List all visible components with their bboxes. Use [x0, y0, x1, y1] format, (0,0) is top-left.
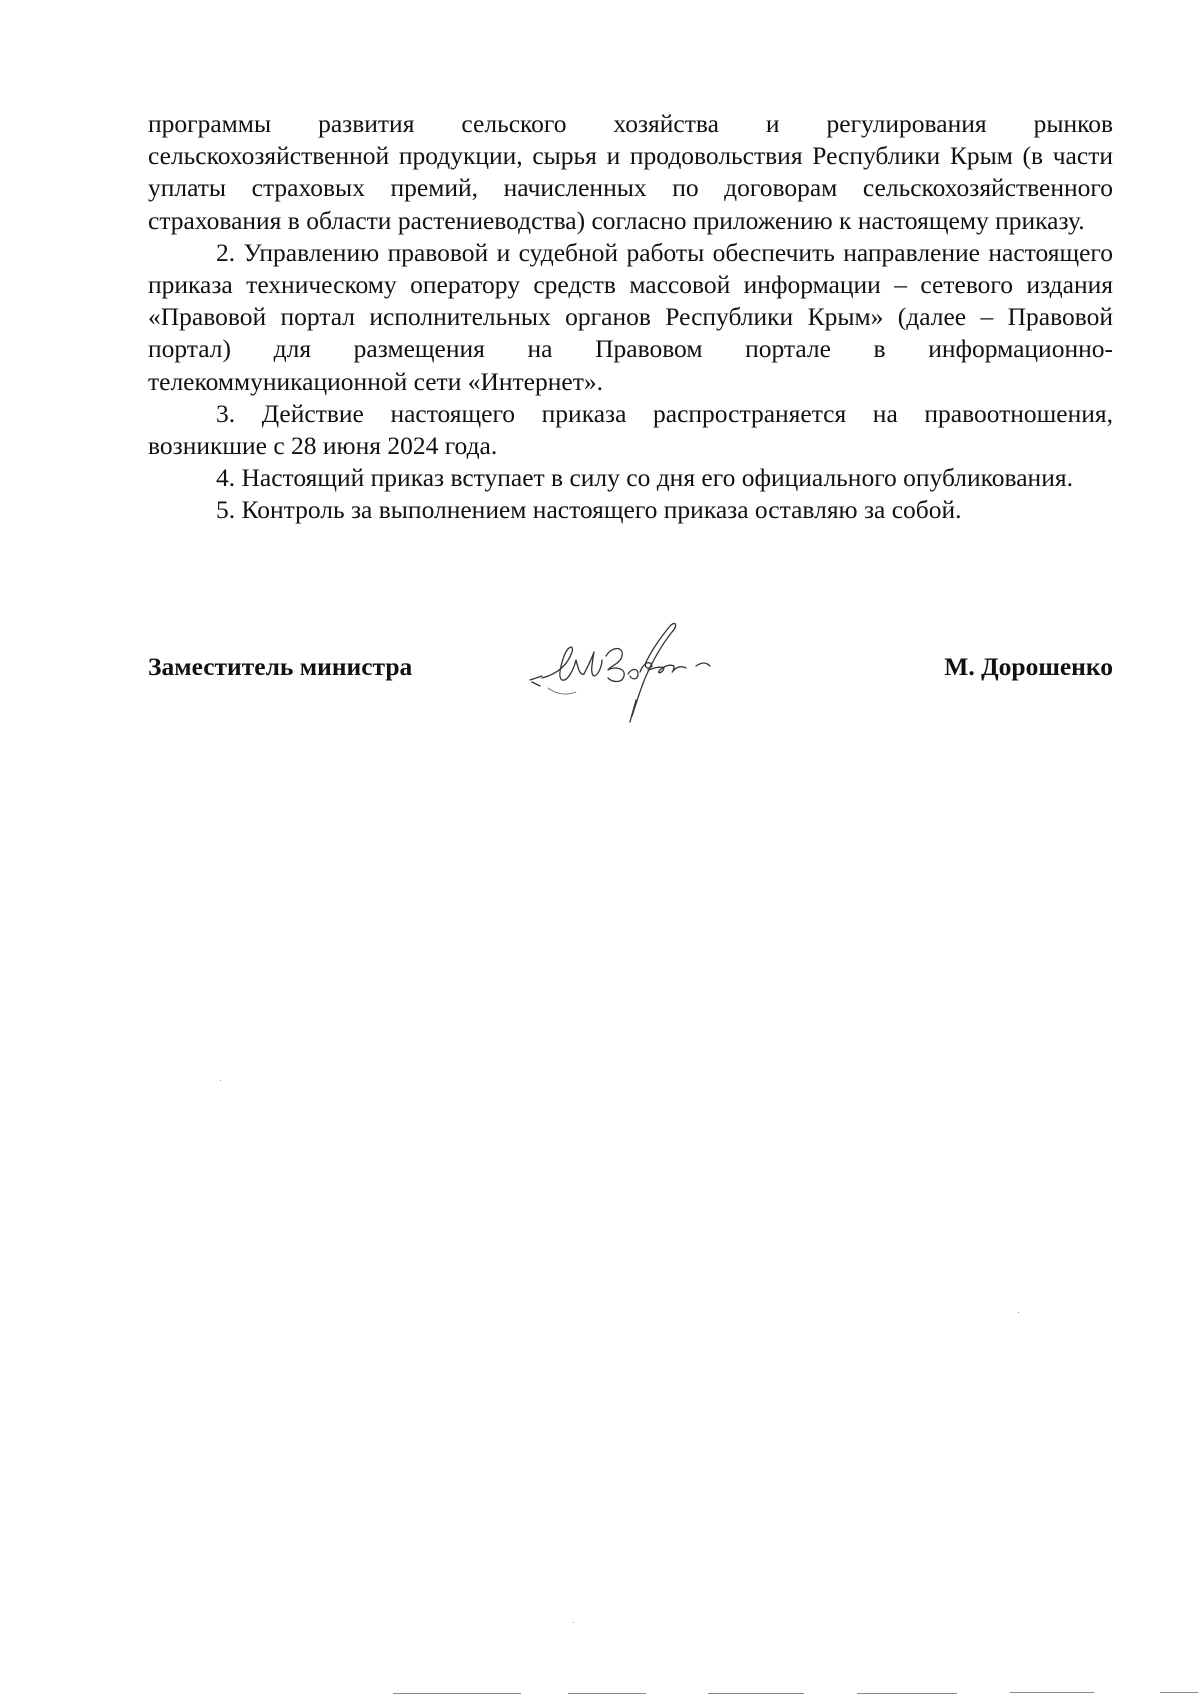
scan-artifact-line [1160, 1692, 1198, 1693]
paragraph-3: 3. Действие настоящего приказа распространяется на правоотношения, возникшие с 28 июня 2024 года. [148, 398, 1113, 461]
signer-name: М. Дорошенко [944, 652, 1113, 681]
signer-position-title: Заместитель министра [148, 652, 413, 681]
paragraph-4: 4. Настоящий приказ вступает в силу со дня его официального опубликования. [216, 463, 1073, 493]
handwritten-signature [528, 616, 768, 728]
scan-artifact-dot [573, 1622, 574, 1623]
paragraph-5: 5. Контроль за выполнением настоящего приказа оставляю за собой. [216, 495, 962, 525]
document-body [148, 108, 1113, 527]
scan-artifact-line [1010, 1692, 1094, 1693]
paragraph-continuation: программы развития сельского хозяйства и регулирования рынков сельскохозяйственной продукции, сырья и продовольствия Республики Крым (в части уплаты страховых премий, начисленных по договорам сельскохозяйственного страхования в области растениеводства) согласно приложению к настоящему приказу. [148, 109, 1113, 235]
scan-artifact-line [708, 1693, 804, 1694]
scan-artifact-line [393, 1693, 521, 1694]
scan-artifact-line [568, 1693, 646, 1694]
scan-artifact-line [857, 1693, 957, 1694]
scan-artifact-dot [220, 1080, 221, 1081]
scan-artifact-dot [1018, 1312, 1019, 1313]
paragraph-2: 2. Управлению правовой и судебной работы обеспечить направление настоящего приказа техническому оператору средств массовой информации – сетевого издания «Правовой портал исполнительных органов Республики Крым» (далее – Правовой портал) для размещения на Правовом портале в информационно-телекоммуникационной сети «Интернет». [148, 237, 1113, 396]
